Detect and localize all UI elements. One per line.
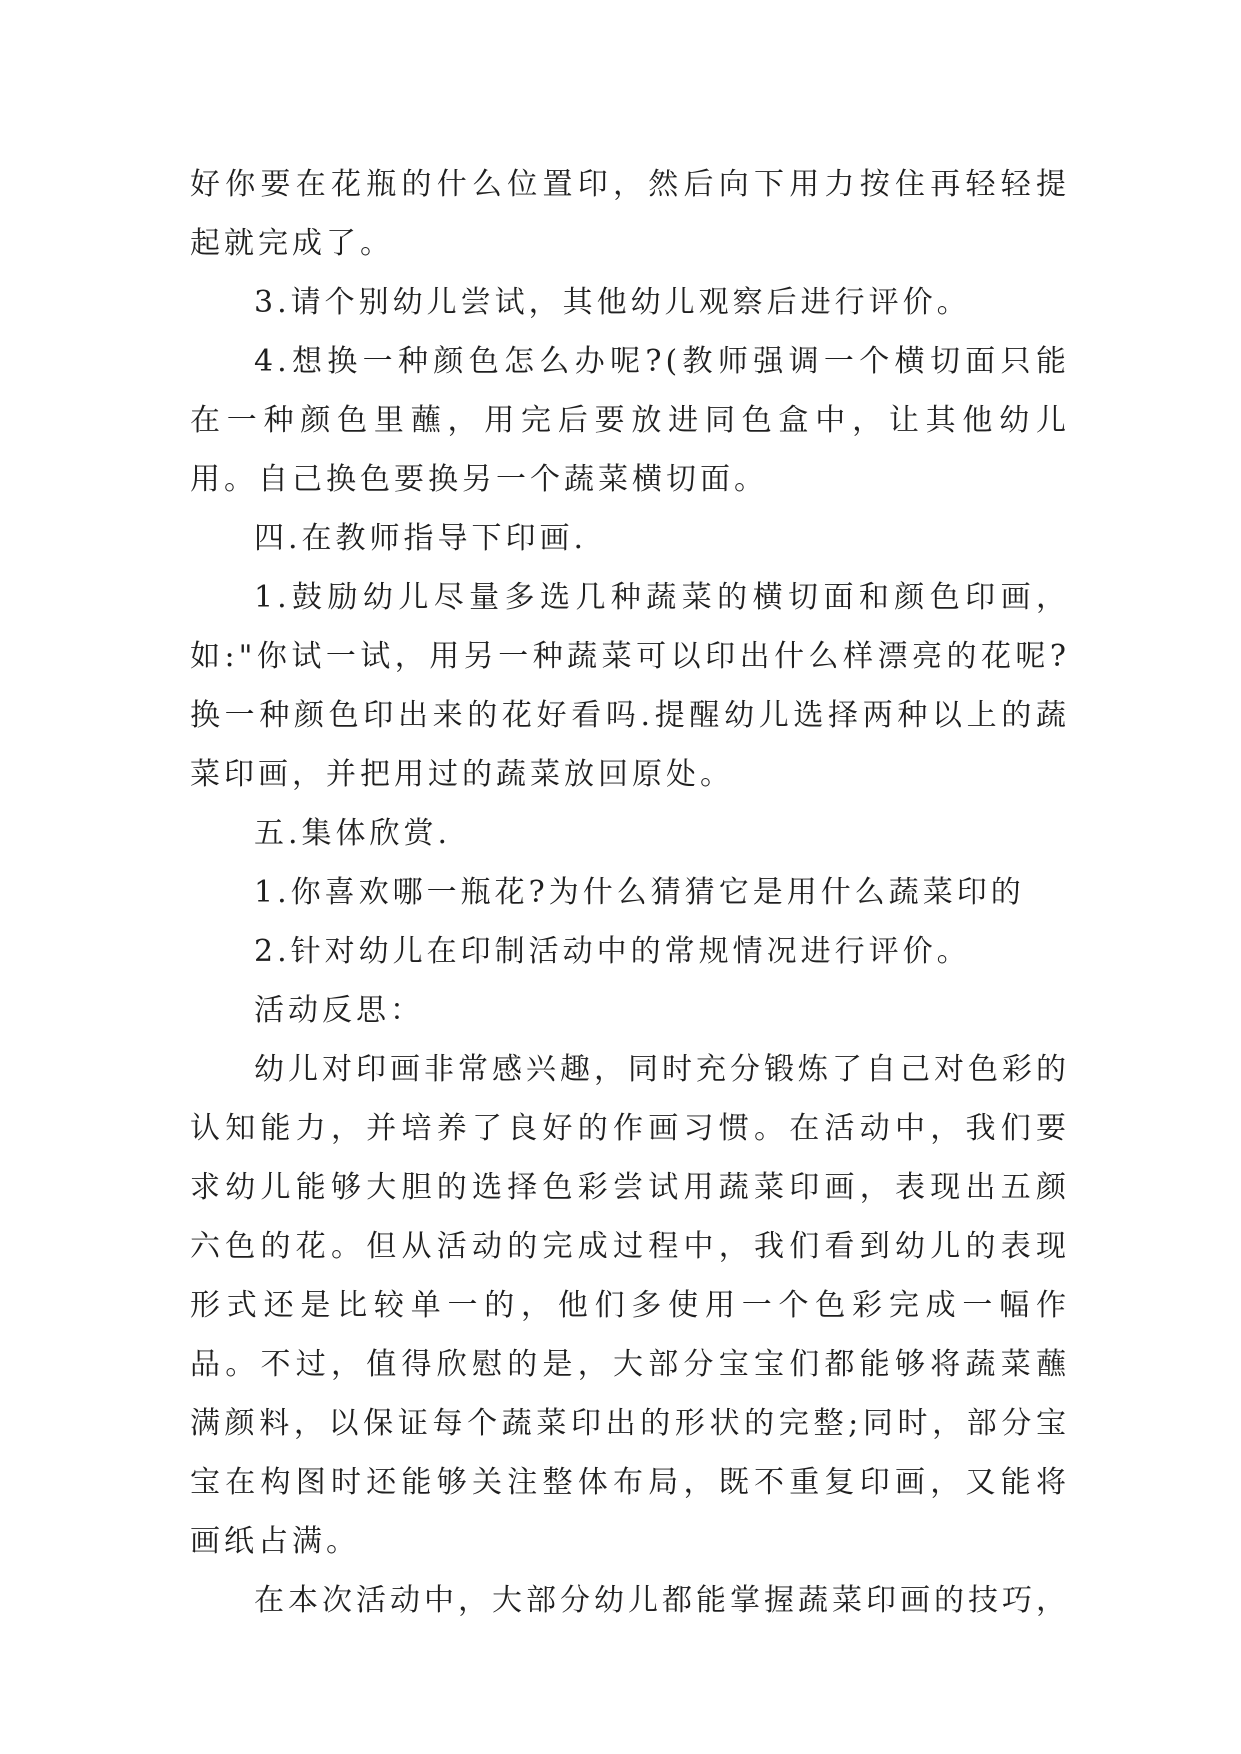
paragraph-2: 3.请个别幼儿尝试，其他幼儿观察后进行评价。: [254, 285, 971, 320]
paragraph-10: 幼儿对印画非常感兴趣，同时充分锻炼了自己对色彩的认知能力，并培养了良好的作画习惯。在活动中，我们要求幼儿能够大胆的选择色彩尝试用蔬菜印画，表现出五颜六色的花。但从活动的完成过程中，我们看到幼儿的表现形式还是比较单一的，他们多使用一个色彩完成一幅作品。不过，值得欣慰的是，大部分宝宝们都能够将蔬菜蘸满颜料，以保证每个蔬菜印出的形状的完整;同时，部分宝宝在构图时还能够关注整体布局，既不重复印画，又能将画纸占满。: [190, 1052, 1070, 1559]
paragraph-5: 1.鼓励幼儿尽量多选几种蔬菜的横切面和颜色印画，如:"你试一试，用另一种蔬菜可以印出什么样漂亮的花呢?换一种颜色印出来的花好看吗.提醒幼儿选择两种以上的蔬菜印画，并把用过的蔬菜放回原处。: [190, 580, 1070, 792]
paragraph-9-heading: 活动反思：: [254, 993, 424, 1028]
paragraph-7: 1.你喜欢哪一瓶花?为什么猜猜它是用什么蔬菜印的: [254, 875, 1025, 910]
document-body: [190, 155, 1070, 1630]
paragraph-3: 4.想换一种颜色怎么办呢?(教师强调一个横切面只能在一种颜色里蘸，用完后要放进同色盒中，让其他幼儿用。自己换色要换另一个蔬菜横切面。: [190, 344, 1070, 497]
paragraph-6-heading: 五.集体欣赏.: [254, 816, 452, 851]
paragraph-4-heading: 四.在教师指导下印画.: [254, 521, 588, 556]
paragraph-1: 好你要在花瓶的什么位置印，然后向下用力按住再轻轻提起就完成了。: [190, 167, 1070, 261]
paragraph-8: 2.针对幼儿在印制活动中的常规情况进行评价。: [254, 934, 971, 969]
paragraph-11: 在本次活动中，大部分幼儿都能掌握蔬菜印画的技巧，: [254, 1583, 1070, 1618]
